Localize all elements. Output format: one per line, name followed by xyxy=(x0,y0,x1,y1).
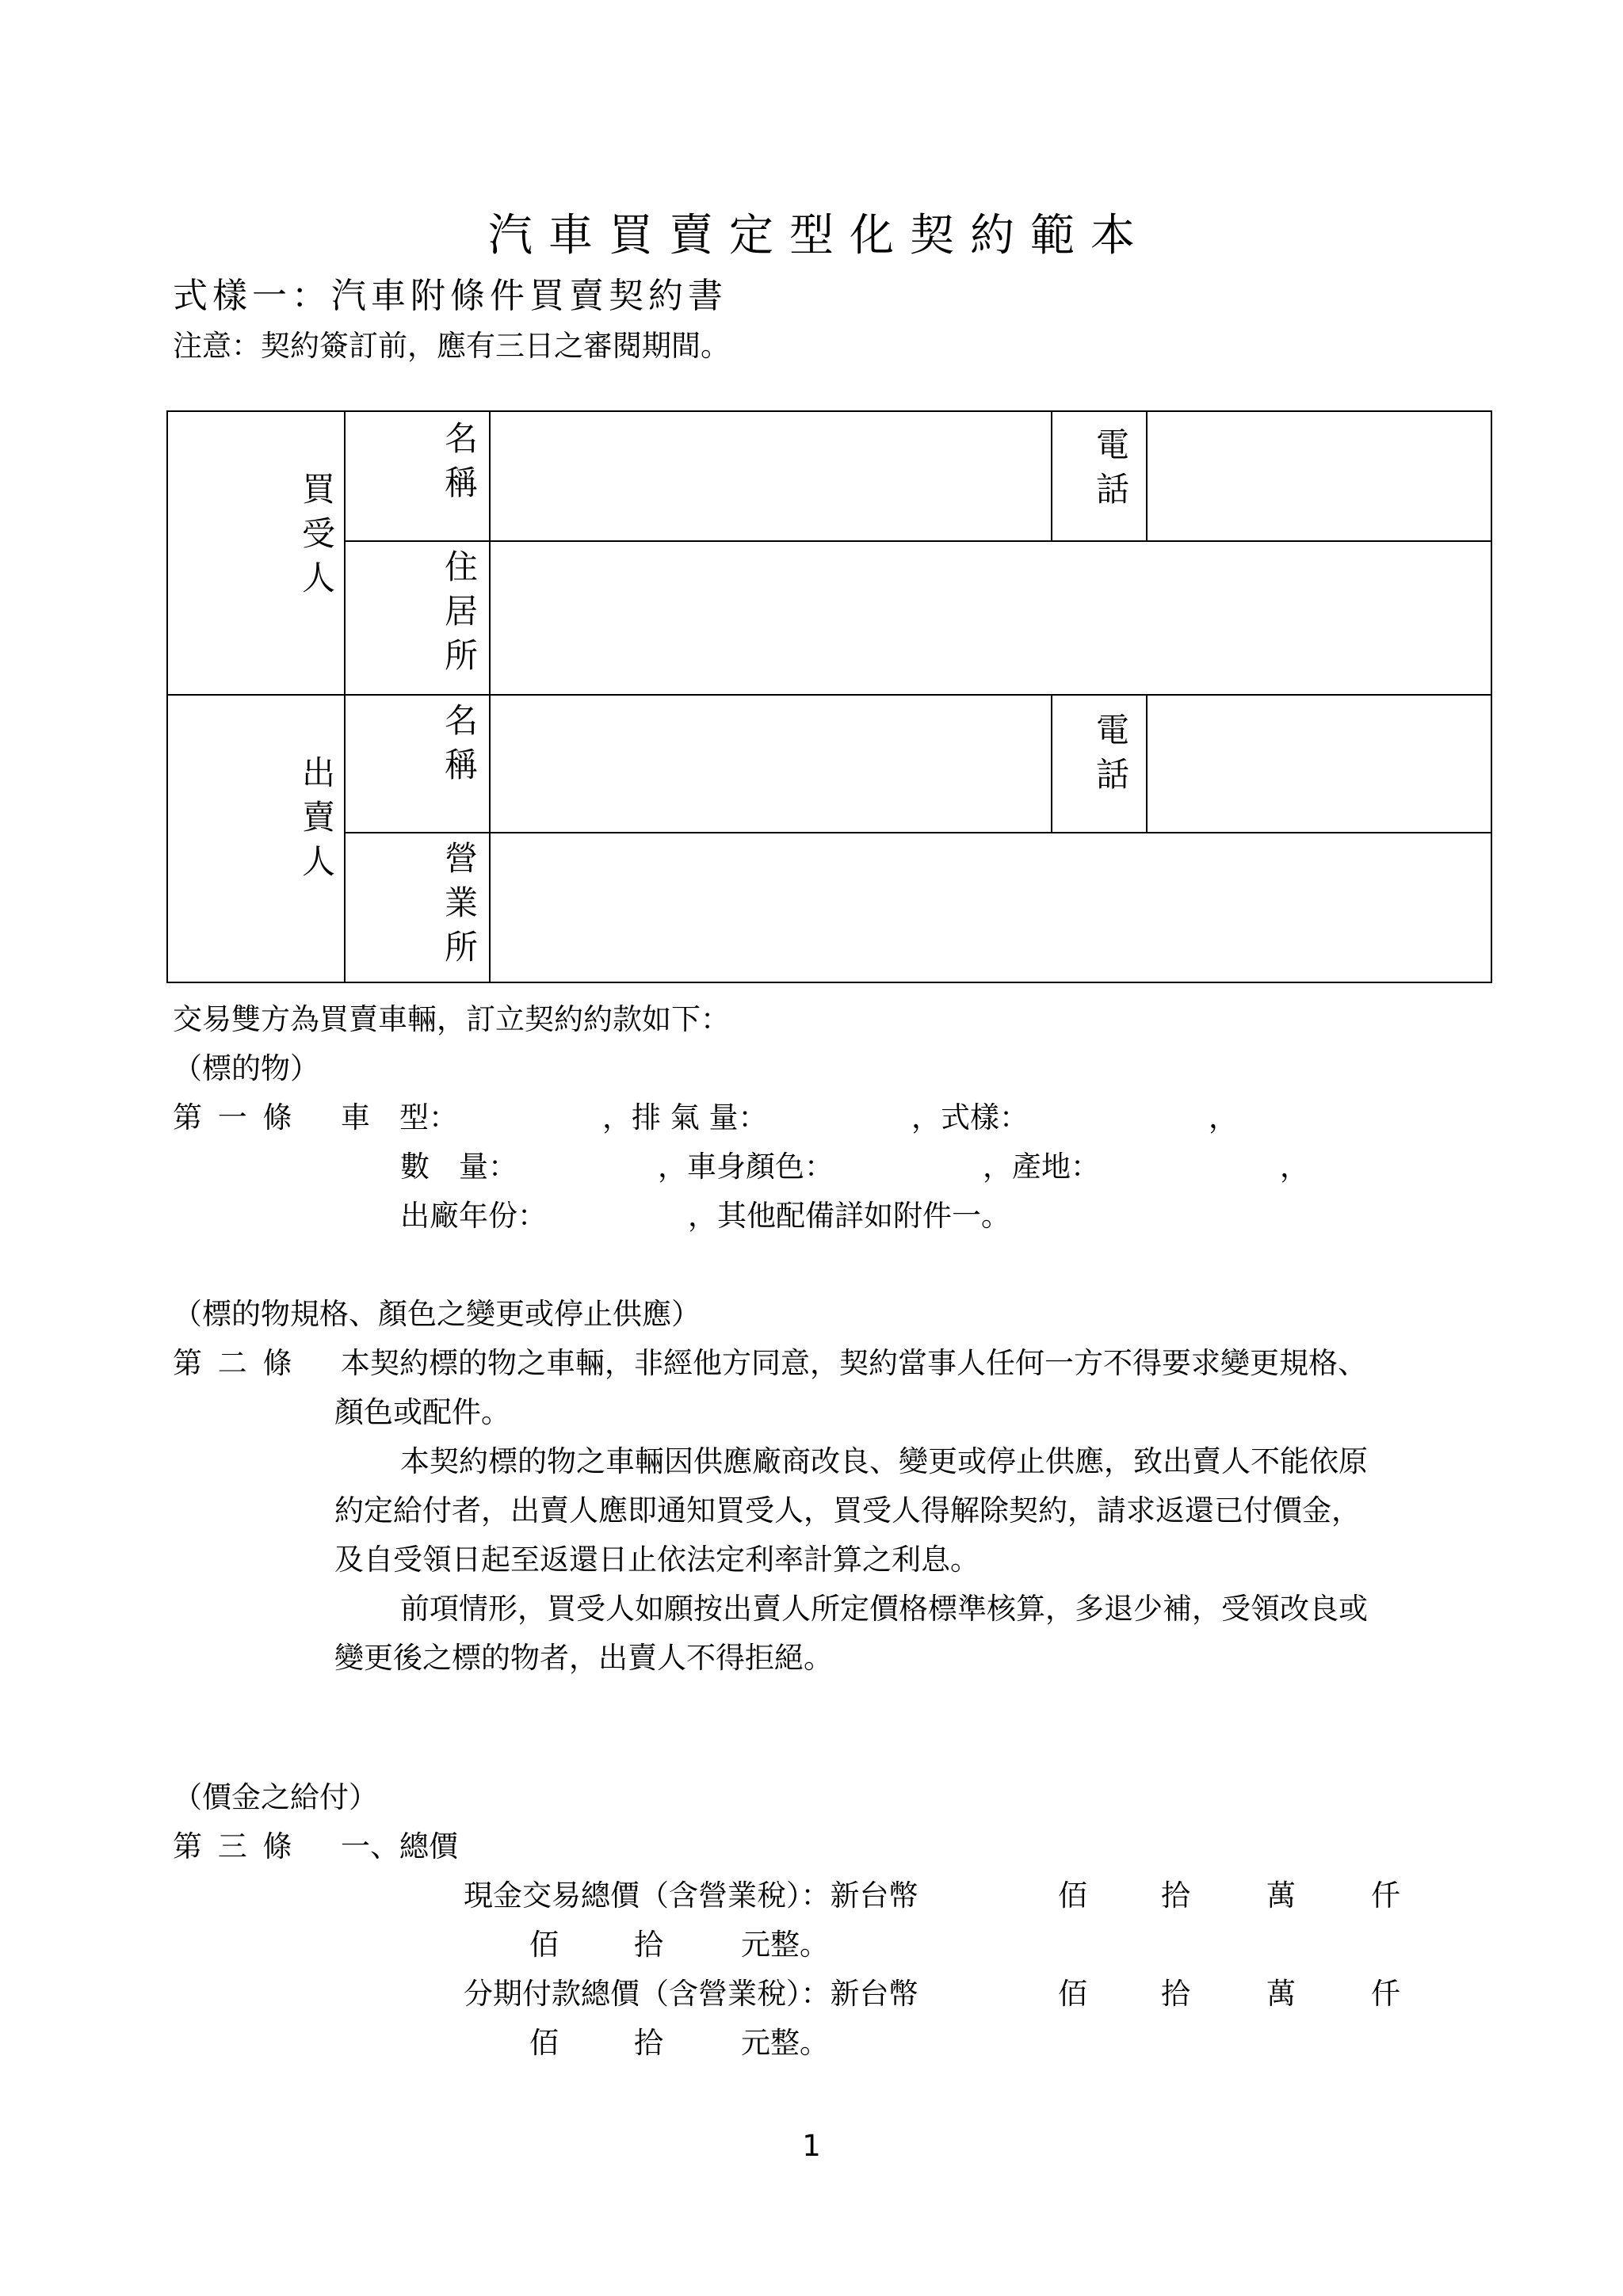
unit-label: 萬 xyxy=(1266,1977,1296,2011)
article2-line: 本契約標的物之車輛，非經他方同意，契約當事人任何一方不得要求變更規格、 xyxy=(341,1346,1367,1380)
article3-number: 第 三 條 xyxy=(173,1829,296,1863)
unit-label: 佰 xyxy=(529,2026,559,2060)
article1-displacement-label: ，排 氣 量： xyxy=(602,1100,768,1135)
divider-buyer-name-address xyxy=(344,540,1491,542)
article1-other-equipment: ，其他配備詳如附件一。 xyxy=(688,1199,1010,1233)
unit-label: 拾 xyxy=(1161,1977,1190,2011)
buyer-phone-field[interactable] xyxy=(1151,415,1487,537)
article2-line: 及自受領日起至返還日止依法定利率計算之利息。 xyxy=(334,1543,980,1577)
unit-label: 仟 xyxy=(1371,1878,1400,1913)
divider-label-column xyxy=(489,412,491,982)
seller-address-field[interactable] xyxy=(493,837,1487,978)
seller-label: 出賣人 xyxy=(301,753,335,881)
unit-label: 拾 xyxy=(634,2026,663,2060)
document-title: 汽車買賣定型化契約範本 xyxy=(488,210,1151,261)
divider-seller-name-address xyxy=(344,832,1491,833)
buyer-address-field[interactable] xyxy=(493,545,1487,691)
article2-line: 約定給付者，出賣人應即通知買受人，買受人得解除契約，請求返還已付價金， xyxy=(334,1493,1361,1527)
divider-buyer-phone xyxy=(1051,412,1052,540)
unit-label: 仟 xyxy=(1371,1977,1400,2011)
seller-address-label: 營業所 xyxy=(444,839,478,967)
article2-heading: （標的物規格、顏色之變更或停止供應） xyxy=(173,1297,701,1331)
unit-label: 萬 xyxy=(1266,1878,1296,1913)
article3-heading: （價金之給付） xyxy=(173,1780,378,1814)
article2-line: 前項情形，買受人如願按出賣人所定價格標準核算，多退少補，受領改良或 xyxy=(400,1592,1368,1626)
article1-number: 第 一 條 xyxy=(173,1100,296,1135)
seller-phone-field[interactable] xyxy=(1151,697,1487,829)
divider-buyer-phone-value xyxy=(1146,412,1148,540)
unit-label: 佰 xyxy=(1058,1977,1087,2011)
seller-name-label: 名稱 xyxy=(444,701,478,784)
divider-buyer-seller xyxy=(168,694,1491,696)
unit-label: 拾 xyxy=(634,1928,663,1962)
seller-phone-label: 電話 xyxy=(1095,711,1129,794)
article2-number: 第 二 條 xyxy=(173,1346,296,1380)
article1-origin-label: ，產地： xyxy=(983,1150,1100,1184)
unit-label: 元整。 xyxy=(741,2026,829,2060)
document-subtitle: 式樣一：汽車附條件買賣契約書 xyxy=(173,276,727,316)
divider-party-column xyxy=(344,412,346,982)
article1-style-label: ，式樣： xyxy=(911,1100,1029,1135)
article1-comma: ， xyxy=(1280,1150,1309,1184)
buyer-label: 買受人 xyxy=(301,470,335,597)
contract-intro: 交易雙方為買賣車輛，訂立契約約款如下： xyxy=(173,1002,730,1036)
divider-seller-phone xyxy=(1051,694,1052,832)
article1-comma: ， xyxy=(1209,1100,1238,1135)
article2-line: 變更後之標的物者，出賣人不得拒絕。 xyxy=(334,1641,833,1675)
buyer-address-label: 住居所 xyxy=(444,547,478,675)
cash-total-label: 現金交易總價（含營業稅）：新台幣 xyxy=(464,1878,918,1913)
unit-label: 佰 xyxy=(529,1928,559,1962)
unit-label: 拾 xyxy=(1161,1878,1190,1913)
unit-label: 佰 xyxy=(1058,1878,1087,1913)
article1-heading: （標的物） xyxy=(173,1051,319,1085)
article3-item-total-price: 一、總價 xyxy=(341,1829,458,1863)
article1-color-label: ，車身顏色： xyxy=(658,1150,834,1184)
article2-line: 顏色或配件。 xyxy=(334,1395,510,1429)
divider-seller-phone-value xyxy=(1146,694,1148,832)
buyer-phone-label: 電話 xyxy=(1095,425,1129,509)
article1-year-label: 出廠年份： xyxy=(400,1199,547,1233)
article2-line: 本契約標的物之車輛因供應廠商改良、變更或停止供應，致出賣人不能依原 xyxy=(400,1444,1368,1478)
page-number: 1 xyxy=(802,2129,821,2163)
buyer-name-label: 名稱 xyxy=(444,419,478,502)
unit-label: 元整。 xyxy=(741,1928,829,1962)
review-period-note: 注意：契約簽訂前，應有三日之審閱期間。 xyxy=(173,329,730,363)
article1-model-label: 車 型： xyxy=(341,1100,458,1135)
party-table xyxy=(166,410,1492,983)
article1-quantity-label: 數 量： xyxy=(400,1150,517,1184)
seller-name-field[interactable] xyxy=(493,697,1048,829)
installment-total-label: 分期付款總價（含營業稅）：新台幣 xyxy=(464,1977,918,2011)
buyer-name-field[interactable] xyxy=(493,415,1048,537)
